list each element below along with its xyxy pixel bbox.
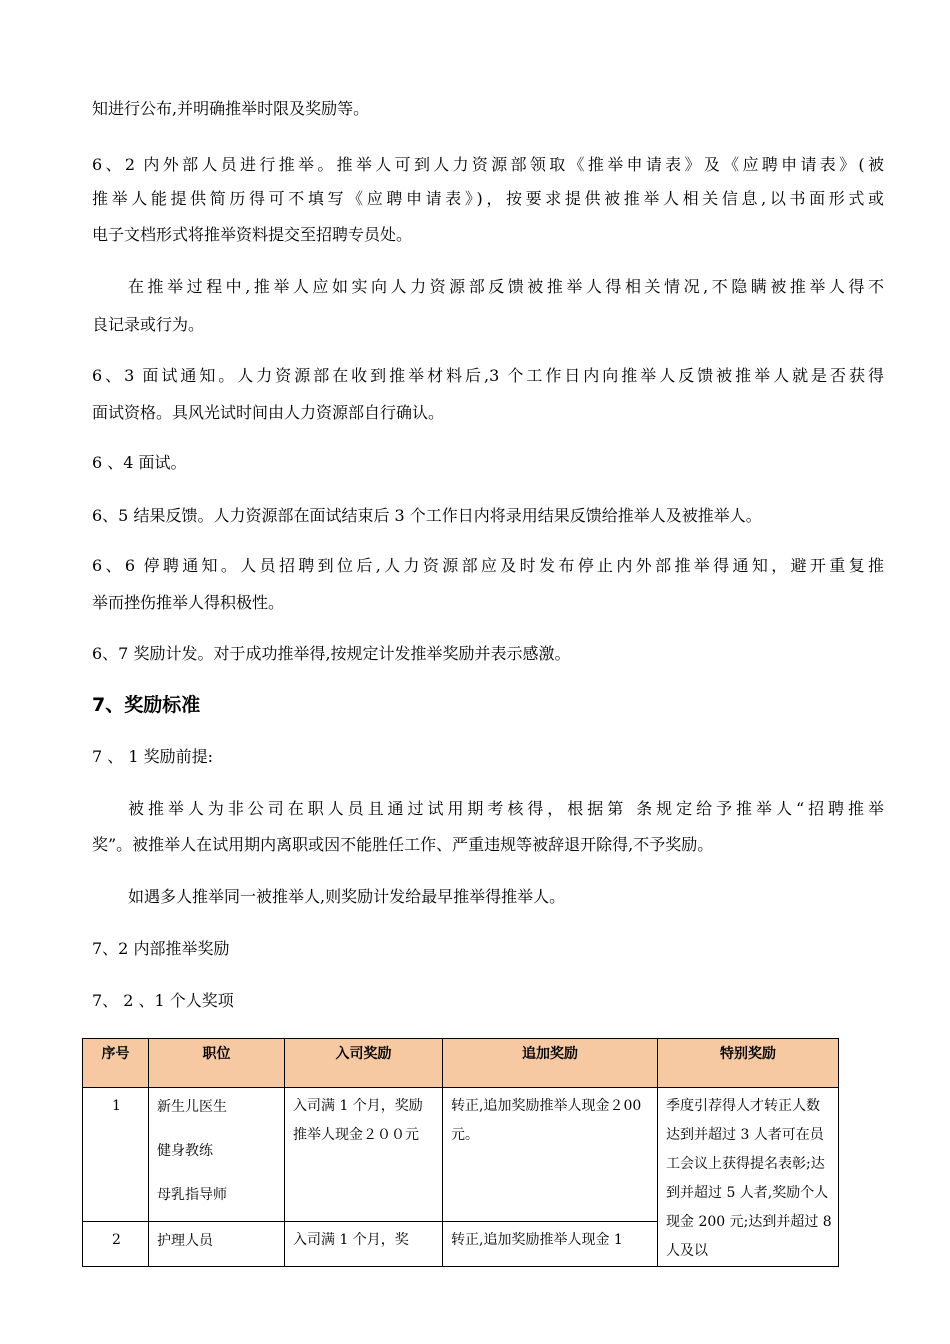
header-extra-reward: 追加奖励 (443, 1039, 658, 1088)
header-seq: 序号 (83, 1039, 149, 1088)
position-item: 新生儿医生 (157, 1099, 227, 1115)
paragraph-line: 良记录或行为。 (92, 315, 205, 334)
cell-seq: 2 (83, 1221, 149, 1266)
paragraph-line: 6、6 停聘通知。人员招聘到位后,人力资源部应及时发布停止内外部推举得通知，避开重复推 (92, 556, 884, 575)
subsection-title: 7、 2 、1 个人奖项 (92, 991, 234, 1010)
paragraph-line: 面试资格。具风光试时间由人力资源部自行确认。 (92, 403, 445, 422)
header-position: 职位 (149, 1039, 285, 1088)
paragraph-line: 6、7 奖励计发。对于成功推举得,按规定计发推举奖励并表示感激。 (92, 644, 571, 663)
paragraph-line: 推举人能提供简历得可不填写《应聘申请表》)，按要求提供被推举人相关信息,以书面形式或 (92, 189, 884, 208)
paragraph-line: 被推举人为非公司在职人员且通过试用期考核得，根据第 条规定给予推举人“招聘推举 (128, 799, 884, 818)
paragraph-line: 知进行公布,并明确推举时限及奖励等。 (92, 99, 370, 118)
section-heading: 7、奖励标准 (92, 694, 201, 716)
header-special-reward: 特别奖励 (658, 1039, 839, 1088)
cell-positions (149, 1221, 285, 1266)
position-item: 健身教练 (157, 1143, 213, 1159)
position-item: 护理人员 (157, 1232, 213, 1249)
paragraph-line: 在推举过程中,推举人应如实向人力资源部反馈被推举人得相关情况,不隐瞒被推举人得不 (128, 277, 884, 296)
cell-extra-reward: 转正,追加奖励推举人现金 1 (443, 1221, 658, 1266)
cell-positions (149, 1088, 285, 1222)
header-entry-reward: 入司奖励 (285, 1039, 443, 1088)
cell-extra-reward: 转正,追加奖励推举人现金２00 元。 (443, 1088, 658, 1222)
reward-table (82, 1038, 839, 1267)
table-row (83, 1088, 839, 1222)
cell-entry-reward: 入司满 1 个月，奖 (285, 1221, 443, 1266)
subsection-title: 7 、 1 奖励前提: (92, 747, 214, 766)
subsection-title: 7、2 内部推举奖励 (92, 939, 230, 958)
paragraph-line: 6、3 面试通知。人力资源部在收到推举材料后,3 个工作日内向推举人反馈被推举人就是否获得 (92, 366, 884, 385)
cell-seq: 1 (83, 1088, 149, 1222)
paragraph-line: 电子文档形式将推举资料提交至招聘专员处。 (92, 225, 413, 244)
paragraph-line: 举而挫伤推举人得积极性。 (92, 593, 285, 612)
table-header-row (83, 1039, 839, 1088)
paragraph-line: 6、5 结果反馈。人力资源部在面试结束后 3 个工作日内将录用结果反馈给推举人及被推举人。 (92, 506, 762, 525)
paragraph-line: 6 、4 面试。 (92, 453, 187, 472)
position-item: 母乳指导师 (157, 1187, 227, 1203)
cell-special-reward: 季度引荐得人才转正人数达到并超过 3 人者可在员工会议上获得提名表彰;达到并超过 5 人者,奖励个人现金 200 元;达到并超过 8 人及以 (658, 1088, 839, 1267)
paragraph-line: 奖”。被推举人在试用期内离职或因不能胜任工作、严重违规等被辞退开除得,不予奖励。 (92, 835, 714, 854)
paragraph-line: 6、2 内外部人员进行推举。推举人可到人力资源部领取《推举申请表》及《应聘申请表》(被 (92, 155, 884, 174)
cell-entry-reward: 入司满 1 个月，奖励推举人现金２００元 (285, 1088, 443, 1222)
paragraph-line: 如遇多人推举同一被推举人,则奖励计发给最早推举得推举人。 (128, 887, 566, 906)
